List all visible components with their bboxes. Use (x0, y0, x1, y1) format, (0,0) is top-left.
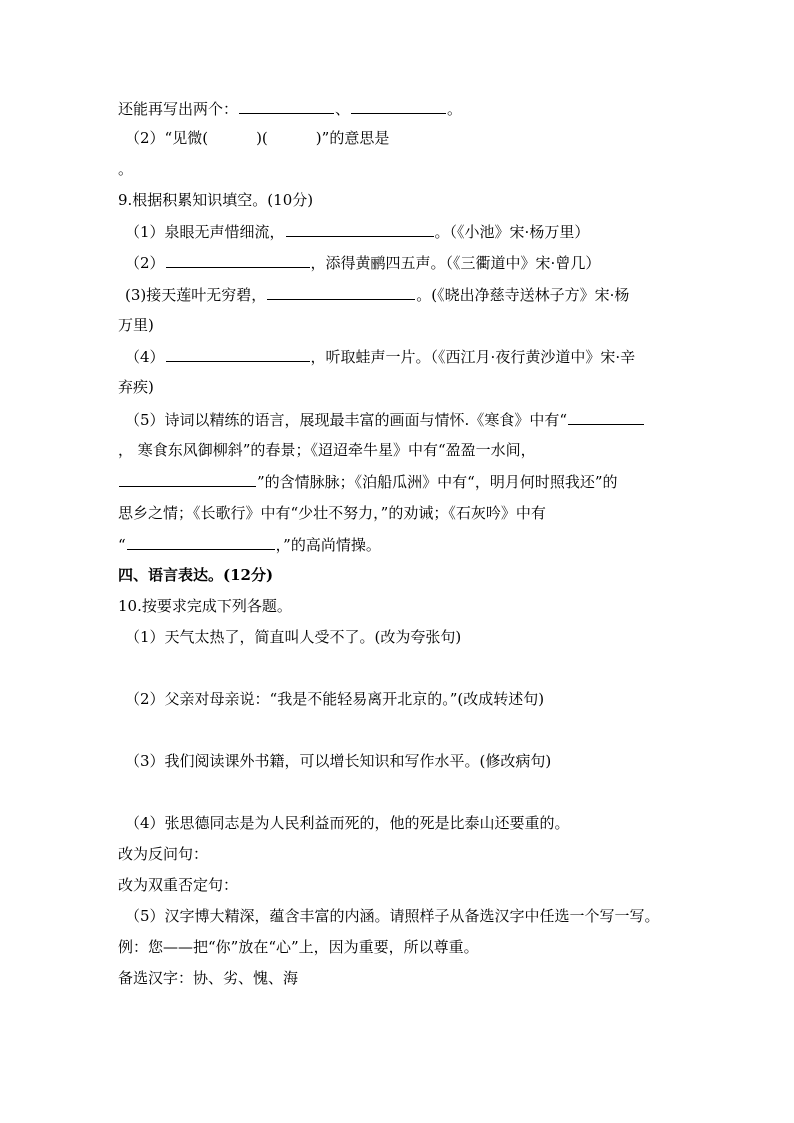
q10-item1: （1）天气太热了，简直叫人受不了。(改为夸张句) (125, 628, 462, 646)
q10-item4: （4）张思德同志是为人民利益而死的，他的死是比泰山还要重的。 (125, 814, 570, 832)
q10-item5: （5）汉字博大精深，蕴含丰富的内涵。请照样子从备选汉字中任选一个写一写。 (125, 907, 660, 925)
q9-item4: （4） ，听取蛙声一片。（《西江月·夜行黄沙道中》宋·辛 (125, 348, 636, 366)
q10-item4-rhetorical: 改为反问句： (118, 845, 209, 863)
q10-item3: （3）我们阅读课外书籍，可以增长知识和写作水平。(修改病句) (125, 752, 552, 770)
q9-item3: (3)接天莲叶无穷碧， 。(《晓出净慈寺送林子方》宋·杨 (125, 286, 630, 304)
answer-blank[interactable] (166, 346, 310, 362)
answer-blank[interactable] (119, 471, 256, 487)
q10-item5-example: 例：您——把“你”放在“心”上，因为重要，所以尊重。 (118, 938, 479, 956)
q9-item2: （2） ，添得黄鹂四五声。（《三衢道中》宋·曾几） (125, 254, 601, 272)
answer-blank[interactable] (239, 98, 334, 114)
q9-item3-cont: 万里) (118, 316, 154, 334)
q8-sub2-end: 。 (118, 160, 134, 178)
q9-item5-line1: （5）诗词以精练的语言，展现最丰富的画面与情怀.《寒食》中有“ (125, 409, 645, 430)
q8-line1: 还能再写出两个： 、 。 (118, 100, 463, 118)
answer-blank[interactable] (127, 534, 275, 550)
q10-item2: （2）父亲对母亲说：“我是不能轻易离开北京的。”(改成转述句) (125, 690, 545, 708)
q9-item4-cont: 弃疾) (118, 378, 154, 396)
q9-item5-line4: 思乡之情；《长歌行》中有“少壮不努力，”的劝诫；《石灰吟》中有 (118, 504, 546, 522)
section-title: 四、语言表达。(12分) (118, 566, 274, 584)
answer-blank[interactable] (568, 409, 644, 425)
q9-item5-line5: “ ，”的高尚情操。 (118, 536, 381, 554)
answer-blank[interactable] (286, 221, 434, 237)
q10-title: 10.按要求完成下列各题。 (118, 597, 292, 615)
q9-item1: （1）泉眼无声惜细流， 。（《小池》宋·杨万里） (125, 223, 590, 241)
q9-title: 9.根据积累知识填空。(10分) (118, 191, 314, 209)
q9-item5-line2: ， 寒食东风御柳斜”的春景；《迢迢牵牛星》中有“盈盈一水间， (118, 441, 536, 459)
q10-item5-options: 备选汉字：协、劣、愧、海 (118, 969, 299, 987)
q8-sub2: （2）“见微( )( )”的意思是 (125, 129, 390, 147)
answer-blank[interactable] (166, 252, 310, 268)
answer-blank[interactable] (351, 98, 446, 114)
answer-blank[interactable] (267, 284, 415, 300)
q9-item5-line3: ”的含情脉脉；《泊船瓜洲》中有“，明月何时照我还”的 (118, 471, 618, 492)
q10-item4-double-negative: 改为双重否定句： (118, 876, 239, 894)
